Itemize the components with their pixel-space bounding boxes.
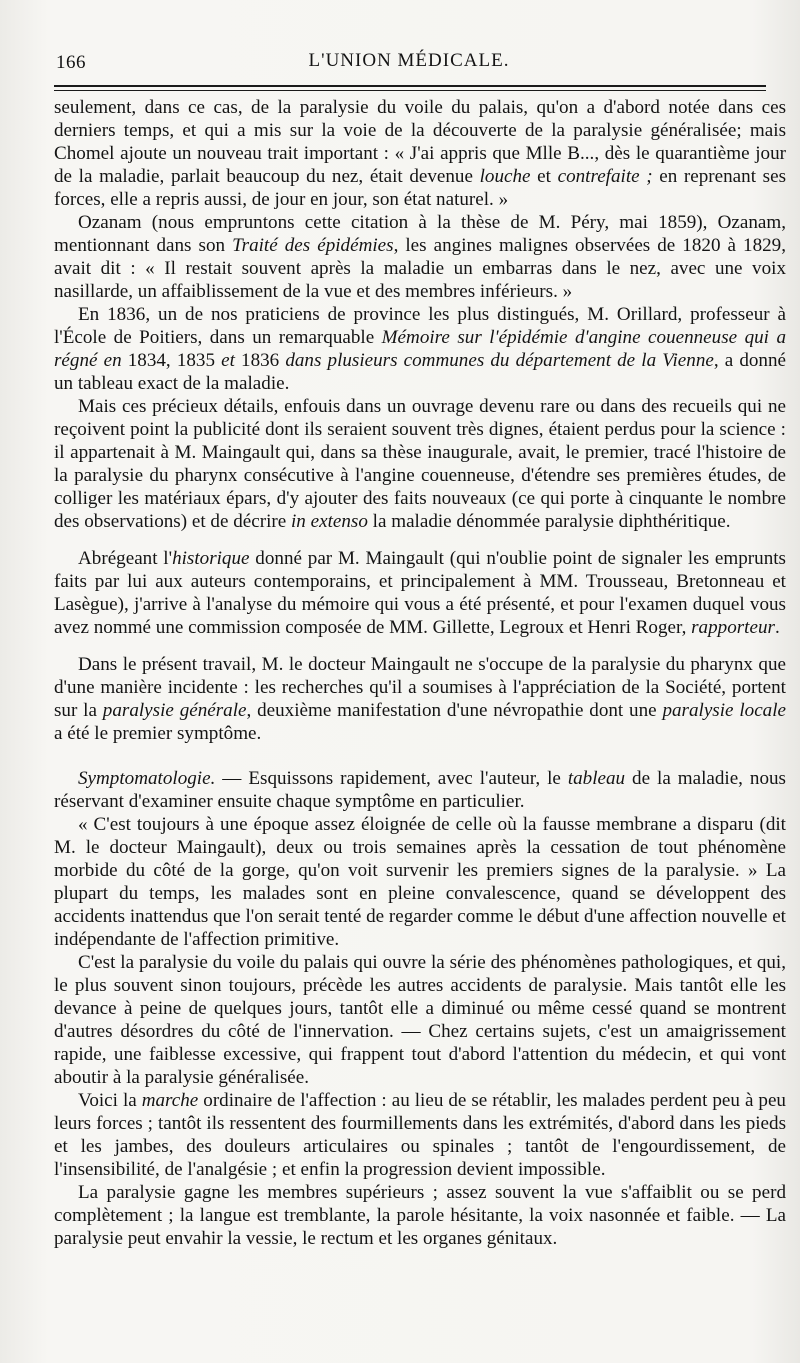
paragraph (54, 767, 786, 813)
text-run: seulement, dans ce cas, de la paralysie du voile du palais, qu'on a d'abord notée dans ces derniers temps, et qui a mis sur la voie de la découverte de la paralysie généralisée; mais Chomel ajoute un nouveau trait important : « J'ai appris que Mlle B..., dès le quarantième jour de la maladie, parlait beaucoup du nez, était devenue (54, 97, 786, 187)
text-run: donné par M. Maingault (qui n'oublie point de signaler les emprunts faits par lui aux auteurs contemporains, et principalement à MM. Trousseau, Bretonneau et Lasègue), j'arrive à l'analyse du mémoire qui vous a été présenté, et pour l'examen duquel vous avez nommé une commission composée de MM. Gillette, Legroux et Henri Roger, (54, 548, 786, 638)
text-run: Abrégeant l' (78, 548, 173, 569)
italic-text: historique (172, 548, 250, 569)
text-run: Voici la (78, 1090, 142, 1111)
text-run: Ozanam (nous empruntons cette citation à la thèse de M. Péry, mai 1859), Ozanam, mentionnant dans son (54, 212, 786, 256)
italic-text: paralysie locale (662, 700, 787, 721)
italic-text: tableau (567, 768, 626, 789)
paragraph (54, 653, 786, 745)
italic-text: contrefaite ; (557, 166, 653, 187)
page-header (54, 48, 764, 80)
italic-text: Mémoire sur l'épidémie d'angine couenneuse qui a régné en (54, 327, 786, 371)
page-number: 166 (56, 52, 86, 73)
paragraph (54, 951, 786, 1089)
running-title: L'UNION MÉDICALE. (308, 50, 510, 71)
body-text (54, 96, 786, 1250)
paragraph (54, 395, 786, 533)
italic-text: louche (479, 166, 531, 187)
header-rule (54, 85, 766, 87)
text-run: ordinaire de l'affection : au lieu de se rétablir, les malades perdent peu à peu leurs forces ; tantôt ils ressentent des fourmillements dans les extrémités, d'abord dans les pieds et les jambes, des douleurs articulaires ou spinales ; tantôt de l'engourdissement, de l'insensibilité, de l'analgésie ; et enfin la progression devient impossible. (54, 1090, 786, 1180)
text-run: La paralysie gagne les membres supérieurs ; assez souvent la vue s'affaiblit ou se perd complètement ; la langue est tremblante, la parole hésitante, la voix nasonnée et faible. — La paralysie peut envahir la vessie, le rectum et les organes génitaux. (54, 1182, 786, 1249)
paragraph (54, 547, 786, 639)
text-run: et (530, 166, 558, 187)
paragraph (54, 1181, 786, 1250)
italic-text: marche (141, 1090, 199, 1111)
italic-text: Symptomatologie. (78, 768, 216, 789)
italic-text: et (221, 350, 235, 371)
text-run: , les angines malignes observées de 1820 à 1829, avait dit : « Il restait souvent après la maladie un embarras dans le nez, avec une voix nasillarde, un affaiblissement de la vue et des membres inférieurs. » (54, 235, 786, 302)
text-run: « C'est toujours à une époque assez éloignée de celle où la fausse membrane a disparu (dit M. le docteur Maingault), deux ou trois semaines après la cessation de tout phénomène morbide du côté de la gorge, qu'on voit survenir les premiers signes de la paralysie. » La plupart du temps, les malades sont en pleine convalescence, quand se développent des accidents inattendus que l'on serait tenté de regarder comme le début d'une affection nouvelle et indépendante de l'affection primitive. (54, 814, 786, 950)
paragraph (54, 813, 786, 951)
header-rule-thin (54, 90, 766, 91)
paragraph (54, 96, 786, 211)
paragraph (54, 211, 786, 303)
text-run: a été le premier symptôme. (54, 723, 262, 744)
paragraph (54, 1089, 786, 1181)
italic-text: Traité des épidémies (232, 235, 394, 256)
text-run: , deuxième manifestation d'une névropathie dont une (246, 700, 663, 721)
italic-text: paralysie générale (102, 700, 247, 721)
text-run: En 1836, un de nos praticiens de province les plus distingués, M. Orillard, professeur à l'École de Poitiers, dans un remarquable (54, 304, 786, 348)
text-run: — Esquissons rapidement, avec l'auteur, le (215, 768, 568, 789)
text-run: 1836 (234, 350, 286, 371)
text-run: en reprenant ses forces, elle a repris aussi, de jour en jour, son état naturel. » (54, 166, 786, 210)
text-run: de la maladie, nous réservant d'examiner ensuite chaque symptôme en particulier. (54, 768, 786, 812)
italic-text: rapporteur (691, 617, 775, 638)
paragraph (54, 303, 786, 395)
text-run: , a donné un tableau exact de la maladie. (54, 350, 786, 394)
italic-text: dans plusieurs communes du département de la Vienne (285, 350, 714, 371)
text-run: Dans le présent travail, M. le docteur Maingault ne s'occupe de la paralysie du pharynx que d'une manière incidente : les recherches qu'il a soumises à l'appréciation de la Société, portent sur la (54, 654, 786, 721)
text-run: . (774, 617, 780, 638)
text-run: la maladie dénommée paralysie diphthéritique. (367, 511, 731, 532)
text-run: Mais ces précieux détails, enfouis dans un ouvrage devenu rare ou dans des recueils qui ne reçoivent point la publicité dont ils seraient souvent très dignes, étaient perdus pour la science : il appartenait à M. Maingault qui, dans sa thèse inaugurale, avait, le premier, tracé l'histoire de la paralysie du pharynx consécutive à l'angine couenneuse, d'étendre ses premières études, de colliger les matériaux épars, d'y ajouter des faits nouveaux (ce qui porte à cinquante le nombre des observations) et de décrire (54, 396, 786, 532)
italic-text: in extenso (291, 511, 368, 532)
text-run: C'est la paralysie du voile du palais qui ouvre la série des phénomènes pathologiques, et qui, le plus souvent sinon toujours, précède les autres accidents de paralysie. Mais tantôt elle les devance à peine de quelques jours, tantôt elle a diminué ou même cessé quand se montrent d'autres désordres du côté de l'innervation. — Chez certains sujets, c'est un amaigrissement rapide, une faiblesse excessive, qui frappent tout d'abord l'attention du médecin, et qui vont aboutir à la paralysie généralisée. (54, 952, 786, 1088)
text-run: 1834, 1835 (121, 350, 222, 371)
